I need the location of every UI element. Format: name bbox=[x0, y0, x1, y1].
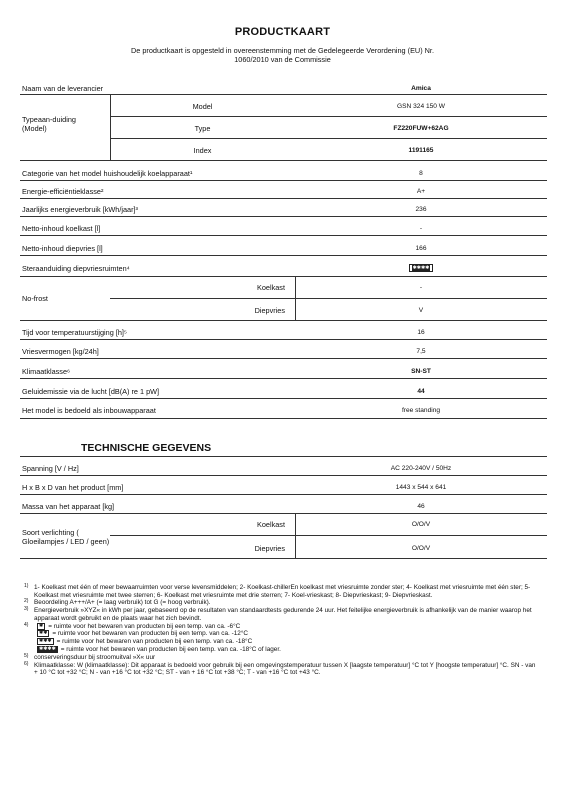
spec-value: free standing bbox=[401, 407, 441, 414]
footnote: ✱✱✱ = ruimte voor het bewaren van producten bij een temp. van ca. -18°C bbox=[39, 638, 253, 646]
spec-label: Energie-efficiëntieklasse² bbox=[22, 187, 104, 196]
footnote: 6) Klimaatklasse: W (klimaatklasse): Dit apparaat is bedoeld voor gebruik bij een omgevingstemperatuur tussen X [laagste temperatuur] °C tot Y [hoogste temperatuur] °C. SN - van + 10 °C tot +32 °C; N - van +16 °C tot +32 °C; ST - van + 16 °C tot +38 °C; T - van +16 °C tot +43 °C. bbox=[24, 660, 536, 677]
divider bbox=[20, 320, 547, 321]
divider bbox=[20, 216, 547, 217]
nofrost-fridge-value: - bbox=[419, 284, 423, 291]
model-value: GSN 324 150 W bbox=[396, 103, 445, 110]
footnotes bbox=[24, 584, 539, 677]
spec-label: Jaarlijks energieverbruik [kWh/jaar]³ bbox=[22, 205, 138, 214]
divider bbox=[20, 160, 547, 161]
tech-title: TECHNISCHE GEGEVENS bbox=[81, 442, 212, 454]
spec-label: Klimaatklasse⁶ bbox=[22, 367, 71, 376]
footnote: 1) 1- Koelkast met één of meer bewaarruimten voor verse levensmiddelen; 2- Koelkast-chillerEn koelkast met vriesruimte zonder ster; 4- Koelkast met vriesruimte met één ster; 5- Koelkast met vriesruimte met twee sterren; 6- Koelkast met vriesruimte met drie sterren; 7- Koel-vrieskast; 8- Diepvrieskast; 9- Diepvrieskast. bbox=[24, 583, 531, 599]
nofrost-freezer-value: V bbox=[418, 307, 424, 314]
spec-value: 44 bbox=[417, 388, 425, 395]
nofrost-freezer-label: Diepvries bbox=[254, 306, 285, 315]
spec-value: 236 bbox=[415, 206, 427, 213]
tech-value: 46 bbox=[417, 503, 425, 510]
nofrost-fridge-label: Koelkast bbox=[257, 283, 285, 292]
divider bbox=[20, 475, 547, 476]
index-label: Index bbox=[193, 146, 212, 155]
divider bbox=[20, 558, 547, 559]
footnote: 4) ✱ = ruimte voor het bewaren van producten bij een temp. van ca. -6°C bbox=[24, 621, 241, 630]
spec-value: 16 bbox=[417, 329, 425, 336]
spec-value: 7,5 bbox=[416, 348, 426, 355]
spec-label: Geluidemissie via de lucht [dB(A) re 1 pW] bbox=[22, 387, 160, 396]
three-star-icon: ✱✱✱ bbox=[39, 638, 52, 645]
lighting-fridge-value: O/O/V bbox=[411, 521, 431, 528]
footnote: ✱✱✱✱ = ruimte voor het bewaren van producten bij een temp. van ca. -18°C of lager. bbox=[39, 646, 281, 654]
star-rating-value bbox=[295, 264, 547, 273]
spec-label: Categorie van het model huishoudelijk koelapparaat¹ bbox=[22, 169, 193, 178]
supplier-label: Naam van de leverancier bbox=[22, 84, 104, 93]
divider bbox=[110, 138, 547, 139]
lighting-freezer-label: Diepvries bbox=[254, 544, 285, 553]
divider bbox=[110, 298, 547, 299]
spec-value: A+ bbox=[416, 188, 426, 195]
spec-label: Netto-inhoud koelkast [l] bbox=[22, 224, 101, 233]
index-value: 1191165 bbox=[408, 147, 434, 154]
divider bbox=[20, 339, 547, 340]
spec-value: 166 bbox=[415, 245, 427, 252]
model-label: Model bbox=[192, 102, 213, 111]
footnote: 5) conserveringsduur bij stroomuitval »X« uur bbox=[24, 653, 156, 662]
divider bbox=[20, 276, 547, 277]
spec-label: Netto-inhoud diepvries [l] bbox=[22, 244, 103, 253]
tech-value: AC 220-240V / 50Hz bbox=[390, 465, 452, 472]
spec-label: Het model is bedoeld als inbouwapparaat bbox=[22, 406, 156, 415]
footnote: 3) Energieverbruik »XYZ« in kWh per jaar, gebaseerd op de resultaten van standaardtests gedurende 24 uur. Het feitelijke energieverbruik is afhankelijk van de manier waarop het apparaat wordt gebruikt en de plaats waar het zich bevindt. bbox=[24, 606, 532, 622]
one-star-icon: ✱ bbox=[39, 622, 44, 629]
divider bbox=[20, 358, 547, 359]
tech-value: 1443 x 544 x 641 bbox=[395, 484, 447, 491]
divider bbox=[20, 456, 547, 457]
spec-value: SN-ST bbox=[411, 368, 431, 375]
divider bbox=[110, 535, 547, 536]
page-title: PRODUCTKAART bbox=[234, 26, 331, 38]
four-star-icon: ✱✱✱✱ bbox=[39, 646, 56, 653]
type-value: FZ220FUW+62AG bbox=[393, 125, 449, 132]
supplier-value: Amica bbox=[411, 85, 431, 92]
nofrost-label: No-frost bbox=[22, 294, 48, 303]
divider bbox=[20, 513, 547, 514]
divider bbox=[20, 198, 547, 199]
spec-value: 8 bbox=[419, 170, 423, 177]
freezer-star-icon: ✱✱✱✱ bbox=[409, 264, 434, 272]
spec-label: Tijd voor temperatuurstijging [h]⁵ bbox=[22, 328, 127, 337]
spec-label: Vriesvermogen [kg/24h] bbox=[22, 347, 99, 356]
divider bbox=[20, 494, 547, 495]
divider bbox=[20, 235, 547, 236]
spec-value: - bbox=[419, 225, 423, 232]
divider bbox=[110, 116, 547, 117]
divider bbox=[20, 255, 547, 256]
tech-label: H x B x D van het product [mm] bbox=[22, 483, 124, 492]
type-label: Type bbox=[194, 124, 211, 133]
lighting-fridge-label: Koelkast bbox=[257, 520, 285, 529]
footnote: ✱✱ = ruimte voor het bewaren van producten bij een temp. van ca. -12°C bbox=[39, 630, 249, 638]
two-star-icon: ✱✱ bbox=[39, 630, 48, 637]
spec-label: Steraanduiding diepvriesruimten⁴ bbox=[22, 264, 130, 273]
divider bbox=[20, 418, 547, 419]
divider bbox=[20, 94, 547, 95]
intro-text: De productkaart is opgesteld in overeenstemming met de Gedelegeerde Verordening (EU) Nr. 1060/2010 van de Commissie bbox=[131, 46, 434, 64]
tech-label: Spanning [V / Hz] bbox=[22, 464, 79, 473]
divider bbox=[20, 398, 547, 399]
identification-label: Typeaan-duiding (Model) bbox=[22, 115, 76, 133]
footnote: 2) Beoordeling A+++/A+ (= laag verbruik) tot G (= hoog verbruik). bbox=[24, 598, 211, 607]
divider bbox=[20, 180, 547, 181]
divider bbox=[20, 378, 547, 379]
tech-label: Massa van het apparaat [kg] bbox=[22, 502, 115, 511]
lighting-freezer-value: O/O/V bbox=[411, 545, 431, 552]
lighting-label: Soort verlichting ( Gloeilampjes / LED / geen) bbox=[22, 528, 110, 546]
